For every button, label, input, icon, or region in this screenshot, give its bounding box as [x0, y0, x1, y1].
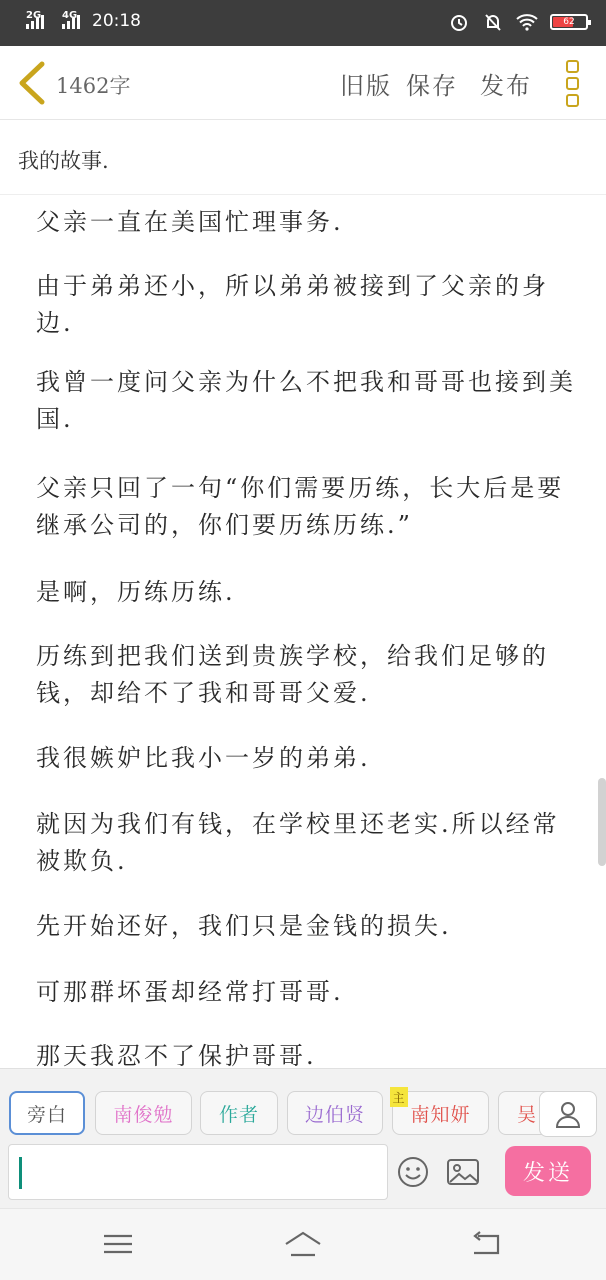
- paragraph: 可那群坏蛋却经常打哥哥.: [36, 978, 344, 1006]
- editor-header: [0, 46, 606, 120]
- paragraph: 那天我忍不了保护哥哥.: [36, 1042, 317, 1068]
- paragraph: 由于弟弟还小，所以弟弟被接到了父亲的身边.: [36, 272, 549, 337]
- vertical-dots-icon[interactable]: [566, 60, 580, 108]
- old-version-button[interactable]: 旧版: [340, 72, 392, 100]
- paragraph: 父亲一直在美国忙理事务.: [36, 208, 344, 236]
- paragraph: 是啊，历练历练.: [36, 578, 236, 606]
- image-icon[interactable]: [446, 1157, 480, 1187]
- clock: 20:18: [92, 11, 141, 31]
- role-label: 旁白: [26, 1103, 67, 1126]
- role-chip[interactable]: [200, 1091, 278, 1135]
- signal-icon-sim1: [26, 10, 44, 29]
- sim2-label: 4G: [62, 10, 78, 21]
- smiley-icon[interactable]: [396, 1155, 430, 1189]
- role-label: 边伯贤: [304, 1103, 365, 1126]
- role-label: 作者: [218, 1103, 259, 1126]
- menu-icon[interactable]: [100, 1229, 140, 1261]
- role-chip-main[interactable]: [392, 1091, 489, 1135]
- paragraph: 我很嫉妒比我小一岁的弟弟.: [36, 744, 371, 772]
- story-title: 我的故事.: [18, 149, 109, 173]
- paragraph: 历练到把我们送到贵族学校，给我们足够的钱，却给不了我和哥哥父爱.: [36, 642, 549, 707]
- dialogue-input[interactable]: [8, 1144, 388, 1200]
- paragraph: 先开始还好，我们只是金钱的损失.: [36, 912, 452, 940]
- save-button[interactable]: 保存: [406, 72, 458, 100]
- scrollbar[interactable]: [598, 778, 606, 866]
- sim1-label: 2G: [26, 10, 42, 21]
- dialogue-composer: [0, 1068, 606, 1208]
- alarm-icon: [448, 11, 470, 33]
- user-icon[interactable]: [539, 1091, 597, 1137]
- word-count: 1462字: [56, 74, 131, 98]
- main-role-badge: 主: [390, 1087, 408, 1107]
- role-label: 吴: [517, 1103, 538, 1126]
- status-icons: [448, 11, 588, 33]
- role-label: 南知妍: [410, 1103, 471, 1126]
- mute-bell-icon: [482, 11, 504, 33]
- send-button[interactable]: 发送: [505, 1146, 591, 1196]
- role-chip[interactable]: [9, 1091, 85, 1135]
- back-icon[interactable]: [468, 1229, 508, 1261]
- role-chip[interactable]: [95, 1091, 192, 1135]
- chevron-left-icon[interactable]: [14, 60, 50, 106]
- wifi-icon: [516, 11, 538, 33]
- system-nav-bar: [0, 1208, 606, 1280]
- story-content[interactable]: [0, 196, 606, 1068]
- signal-icon-sim2: [62, 10, 80, 29]
- role-chip[interactable]: [287, 1091, 383, 1135]
- battery-icon: [550, 14, 588, 30]
- paragraph: 父亲只回了一句“你们需要历练，长大后是要继承公司的，你们要历练历练.”: [36, 474, 565, 539]
- signal-group: [26, 11, 141, 31]
- home-icon[interactable]: [283, 1229, 323, 1261]
- title-field[interactable]: [0, 121, 606, 195]
- status-bar: [0, 0, 606, 46]
- paragraph: 我曾一度问父亲为什么不把我和哥哥也接到美国.: [36, 368, 576, 433]
- battery-level: 62: [563, 17, 575, 27]
- paragraph: 就因为我们有钱，在学校里还老实.所以经常被欺负.: [36, 810, 560, 875]
- publish-button[interactable]: 发布: [480, 72, 532, 100]
- text-caret: [19, 1157, 22, 1189]
- role-label: 南俊勉: [113, 1103, 174, 1126]
